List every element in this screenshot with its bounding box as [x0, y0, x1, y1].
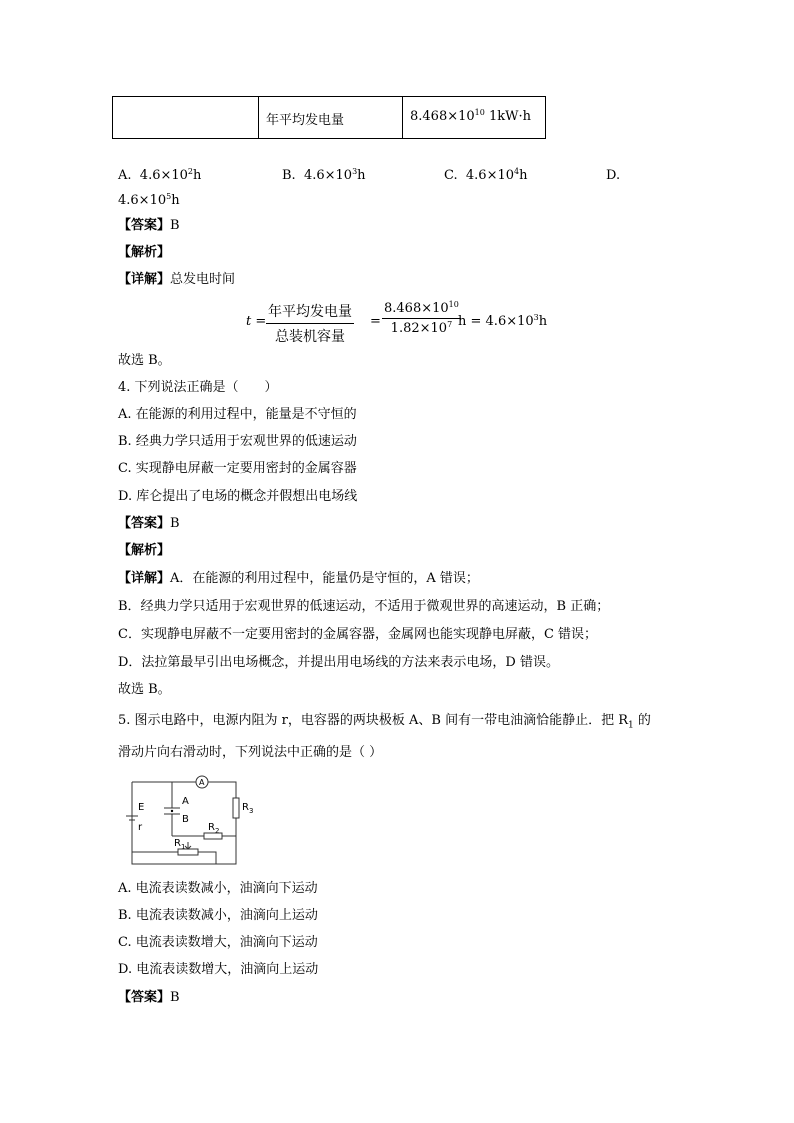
circuit-diagram [118, 770, 264, 868]
q3-detail: 【详解】总发电时间 [118, 272, 236, 287]
q3-option-d-value: $4.6\times 10^5h$ [118, 192, 180, 208]
r3-label: $R_3$ [242, 802, 254, 815]
q3-conclusion: 故选 B。 [118, 353, 171, 368]
formula-result: $h = 4.6\times 10^3h$ [458, 313, 548, 329]
q3-option-a: A. $4.6\times 10^2h$ [118, 167, 202, 183]
fraction-1-denominator: 总装机容量 [275, 329, 345, 345]
table-cell-label: 年平均发电量 [258, 97, 403, 138]
ammeter-label: A [199, 778, 205, 787]
formula-lhs: t = [246, 314, 267, 329]
r1-label: $R_1$ [174, 838, 186, 851]
q5-option-a: A. 电流表读数减小，油滴向下运动 [118, 881, 318, 896]
q4-option-a: A. 在能源的利用过程中，能量是不守恒的 [118, 407, 357, 422]
r1-wire [132, 852, 216, 864]
q5-option-c: C. 电流表读数增大，油滴向下运动 [118, 935, 318, 950]
q4-option-c: C. 实现静电屏蔽一定要用密封的金属容器 [118, 461, 357, 476]
q4-detail-line-4: D．法拉第最早引出电场概念，并提出用电场线的方法来表示电场，D 错误。 [118, 655, 559, 670]
q4-analysis-tag: 【解析】 [118, 543, 171, 558]
q3-option-c: C. $4.6\times 10^4h$ [444, 167, 528, 183]
plate-b-label: B [182, 814, 189, 825]
q5-stem-line-1: 5. 图示电路中，电源内阻为 r，电容器的两块极板 A、B 间有一带电油滴恰能静止．把 $R_1$ 的 [118, 713, 651, 731]
formula-eq1: = [370, 314, 381, 329]
q4-detail-line-2: B．经典力学只适用于宏观世界的低速运动，不适用于微观世界的高速运动，B 正确； [118, 599, 610, 614]
q3-analysis-tag: 【解析】 [118, 245, 171, 260]
battery-e-label: E [138, 802, 145, 813]
q4-stem: 4. 下列说法正确是（ ） [118, 380, 278, 395]
q4-detail-line-3: C．实现静电屏蔽不一定要用密封的金属容器，金属网也能实现静电屏蔽，C 错误； [118, 627, 598, 642]
q5-option-d: D. 电流表读数增大，油滴向上运动 [118, 962, 319, 977]
resistor-r3-icon [233, 798, 239, 818]
q4-answer: 【答案】B [118, 516, 180, 531]
fraction-1-numerator: 年平均发电量 [266, 301, 354, 324]
q4-conclusion: 故选 B。 [118, 682, 171, 697]
q3-option-b: B. $4.6\times 10^3h$ [282, 167, 366, 183]
table-cell-value: $8.468\times 10^{10}$ 1kW·h [410, 108, 531, 124]
r2-label: $R_2$ [208, 822, 220, 835]
formula-fraction-2 [382, 301, 461, 336]
oil-drop-icon [171, 810, 173, 812]
fraction-2-numerator: $8.468\times 10^{10}$ [382, 301, 461, 319]
q3-option-d-prefix: D. [606, 168, 621, 183]
q4-detail-line-1: 【详解】A．在能源的利用过程中，能量仍是守恒的，A 错误； [118, 571, 479, 586]
q5-answer: 【答案】B [118, 990, 180, 1005]
plate-a-label: A [182, 796, 189, 807]
capacitor-icon [164, 782, 180, 836]
q5-stem-line-2: 滑动片向右滑动时，下列说法中正确的是（ ） [118, 745, 383, 760]
fraction-2-denominator: $1.82\times 10^7$ [390, 320, 453, 336]
q3-answer: 【答案】B [118, 218, 180, 233]
q5-option-b: B. 电流表读数减小，油滴向上运动 [118, 908, 318, 923]
rheostat-slider-icon [185, 842, 191, 849]
table-cell-empty [113, 97, 259, 138]
q4-option-d: D. 库仑提出了电场的概念并假想出电场线 [118, 489, 358, 504]
formula-fraction-1 [266, 301, 354, 346]
data-table [112, 96, 546, 139]
q4-option-b: B. 经典力学只适用于宏观世界的低速运动 [118, 434, 357, 449]
battery-r-label: r [138, 822, 143, 833]
